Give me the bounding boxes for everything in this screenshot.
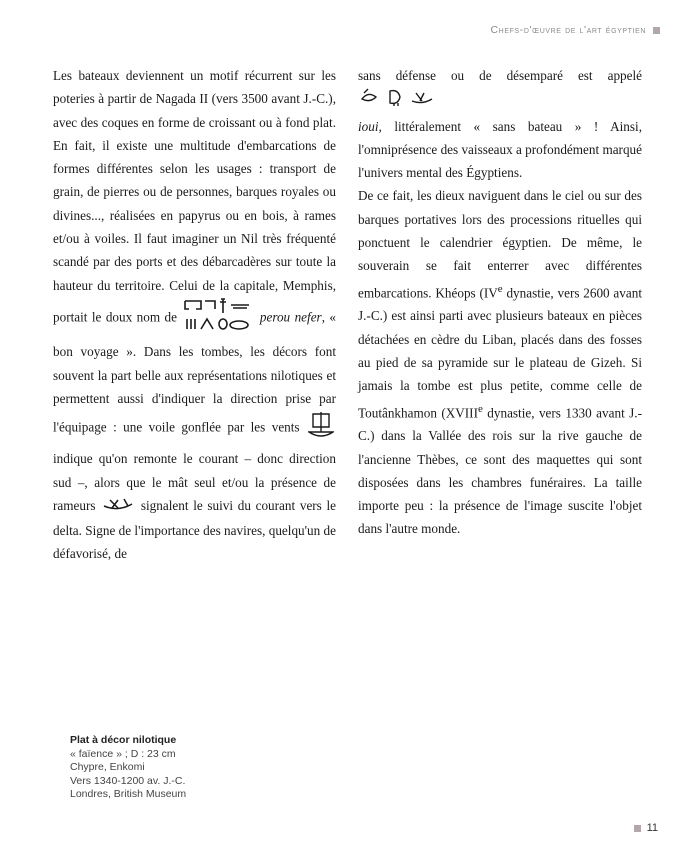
left-text-3: indique qu'on remonte le courant – donc direction sud –, alors que le mât seul et/ou la présence de rameurs (53, 451, 336, 514)
right-text-2: littéralement « sans bateau » ! Ainsi, l'omniprésence des vaisseaux a profondément marqué l'univers mental des Égyptiens. (358, 118, 642, 181)
hieroglyph-ioui-icon (360, 87, 434, 114)
caption-date: Vers 1340-1200 av. J.-C. (70, 774, 186, 787)
rowing-boat-icon (102, 495, 134, 518)
caption-collection: Londres, British Museum (70, 788, 187, 800)
hieroglyph-perou-nefer-icon (183, 297, 253, 340)
superscript-e: e (477, 402, 483, 415)
left-column (53, 64, 336, 565)
right-paragraph-1 (358, 64, 642, 184)
right-text-1: sans défense ou de désemparé est appelé (358, 68, 642, 83)
sailing-boat-icon (308, 410, 334, 447)
superscript-e: e (497, 282, 503, 295)
caption-title: Plat à décor nilotique (70, 734, 177, 746)
perou-nefer-term: perou nefer (259, 309, 322, 325)
caption-material: « faïence » ; D : 23 cm (70, 747, 176, 760)
footer-square-marker (634, 825, 641, 832)
left-text-1: Les bateaux deviennent un motif récurrent sur les poteries à partir de Nagada II (vers 3500 avant J.-C.), avec des coques en forme de croissant ou à fond plat. En fait, il existe une multitude d'embarcations de formes différentes selon les usages : transport de grain, de pierres ou de personnes, barques royales ou divines..., réalisées en papyrus ou en bois, à rames et/ou à voiles. Il faut imaginer un Nil très fréquenté scandé par des ports et des débarcadères sur toute la hauteur du territoire. Celui de la capitale, Memphis, portait le doux nom de (53, 68, 336, 325)
left-text-2: , « bon voyage ». Dans les tombes, les décors font souvent la part belle aux représentations nilotiques et permettent aussi d'indiquer la direction prise par l'équipage : une voile gonflée par les vents (53, 309, 337, 435)
right-text-4: dynastie, vers 2600 avant J.-C.) est ainsi parti avec plusieurs bateaux en pièces détachées en cèdre du Liban, placés dans des fosses au pied de sa pyramide sur le plateau de Gizeh. Si jamais la tombe est plus petite, comme celle de Toutânkhamon (XVIII (358, 285, 642, 420)
header-square-marker (653, 27, 660, 34)
ioui-term: ioui, (358, 118, 382, 134)
page-footer (634, 822, 658, 834)
running-title: Chefs-d'œuvre de l'art égyptien (490, 24, 646, 36)
caption-provenance: Chypre, Enkomi (70, 761, 145, 773)
running-header (491, 24, 661, 36)
left-text-4: signalent le suivi du courant vers le delta. Signe de l'importance des navires, quelqu'un de défavorisé, de (53, 498, 337, 561)
right-text-5: dynastie, vers 1330 avant J.-C.) dans la Vallée des rois sur la rive gauche de l'ancienne Thèbes, ce sont des maquettes qui sont disposées dans les chambres funéraires. La taille importe peu : la présence de l'image suscite l'objet dans l'autre monde. (358, 404, 642, 537)
right-column (358, 64, 642, 541)
right-paragraph-2 (358, 184, 642, 540)
right-text-3: De ce fait, les dieux naviguent dans le ciel ou sur des barques portatives lors des processions rituelles qui ponctuent le calendrier égyptien. De même, le souverain se fait enterrer avec différentes embarcations. Khéops (IV (358, 188, 642, 301)
left-paragraph (53, 64, 336, 565)
image-caption (70, 734, 186, 802)
page-number: 11 (646, 822, 658, 834)
